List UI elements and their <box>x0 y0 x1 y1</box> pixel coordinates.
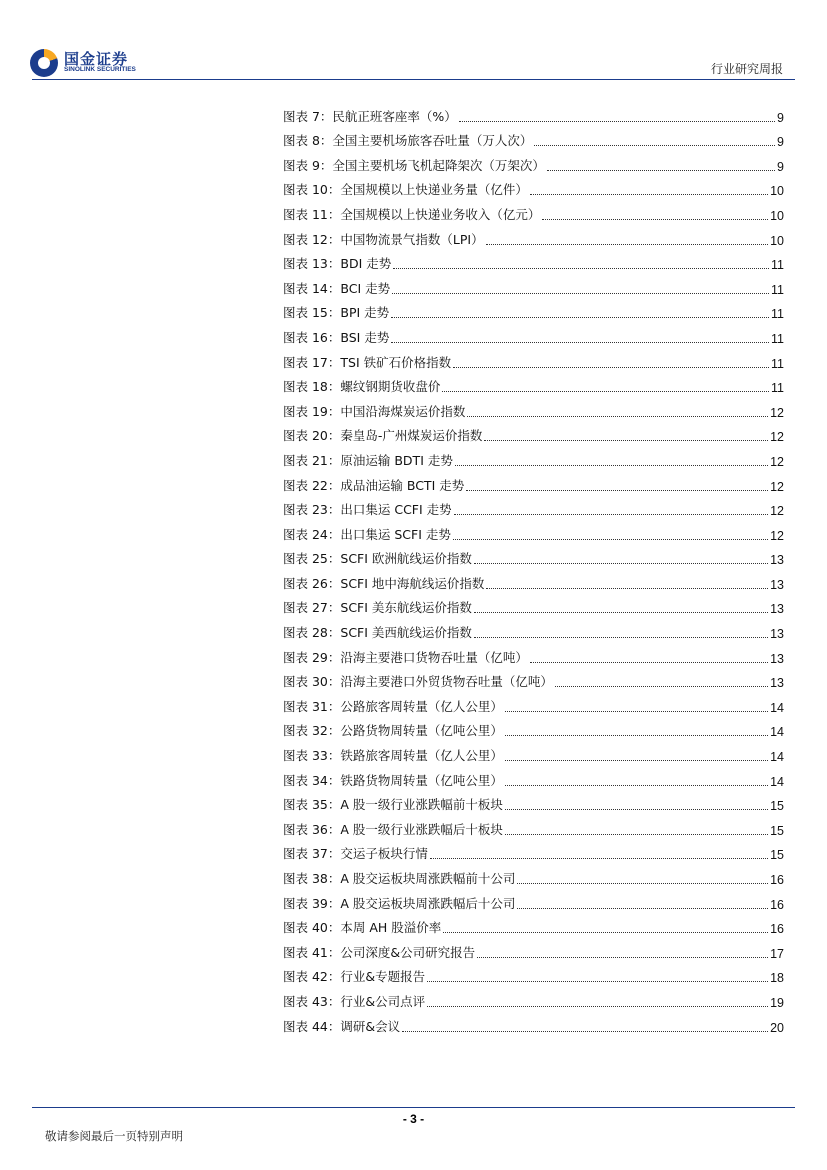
toc-dot-leader <box>505 759 768 761</box>
toc-entry-label: 图表 37：交运子板块行情 <box>283 846 428 862</box>
toc-entry[interactable] <box>283 444 784 469</box>
toc-dot-leader <box>454 513 768 515</box>
toc-dot-leader <box>517 882 768 884</box>
toc-entry[interactable] <box>283 739 784 764</box>
toc-dot-leader <box>505 734 768 736</box>
toc-entry-label: 图表 24：出口集运 SCFI 走势 <box>283 526 451 542</box>
toc-entry-page: 14 <box>770 700 784 715</box>
toc-entry-label: 图表 31：公路旅客周转量（亿人公里） <box>283 698 503 714</box>
toc-dot-leader <box>453 538 768 540</box>
page-header <box>0 0 827 84</box>
toc-entry-label: 图表 17：TSI 铁矿石价格指数 <box>283 354 452 370</box>
header-divider <box>32 79 795 80</box>
toc-entry[interactable] <box>283 616 784 641</box>
toc-dot-leader <box>505 784 768 786</box>
toc-entry-page: 10 <box>770 233 784 248</box>
toc-entry-page: 13 <box>770 676 784 691</box>
toc-entry[interactable] <box>283 912 784 937</box>
toc-entry-label: 图表 32：公路货物周转量（亿吨公里） <box>283 723 503 739</box>
toc-entry-label: 图表 38：A 股交运板块周涨跌幅前十公司 <box>283 871 516 886</box>
toc-entry-label: 图表 34：铁路货物周转量（亿吨公里） <box>283 772 503 788</box>
toc-entry-page: 15 <box>770 799 784 814</box>
toc-entry-label: 图表 27：SCFI 美东航线运价指数 <box>283 600 472 616</box>
toc-entry[interactable] <box>283 567 784 592</box>
toc-entry-label: 图表 9：全国主要机场飞机起降架次（万架次） <box>283 157 545 173</box>
toc-entry-page: 9 <box>777 135 784 150</box>
toc-entry-label: 图表 29：沿海主要港口货物吞吐量（亿吨） <box>283 649 528 665</box>
toc-entry-page: 11 <box>771 307 784 322</box>
toc-entry-label: 图表 16：BSI 走势 <box>283 329 390 345</box>
toc-entry[interactable] <box>283 838 784 863</box>
toc-entry[interactable] <box>283 518 784 543</box>
toc-entry[interactable] <box>283 395 784 420</box>
toc-entry[interactable] <box>283 715 784 740</box>
toc-entry[interactable] <box>283 666 784 691</box>
toc-entry-label: 图表 26：SCFI 地中海航线运价指数 <box>283 575 485 591</box>
company-logo <box>30 47 160 79</box>
toc-dot-leader <box>474 611 768 613</box>
toc-dot-leader <box>391 341 769 343</box>
toc-entry-page: 13 <box>770 577 784 592</box>
toc-entry[interactable] <box>283 420 784 445</box>
toc-entry-page: 14 <box>770 774 784 789</box>
toc-dot-leader <box>530 661 768 663</box>
toc-entry-page: 11 <box>771 282 784 297</box>
toc-entry-page: 11 <box>771 381 784 396</box>
toc-entry-label: 图表 21：原油运输 BDTI 走势 <box>283 452 453 468</box>
toc-entry[interactable] <box>283 198 784 223</box>
toc-entry[interactable] <box>283 690 784 715</box>
toc-dot-leader <box>555 685 768 687</box>
toc-entry[interactable] <box>283 1010 784 1035</box>
toc-dot-leader <box>453 366 769 368</box>
toc-entry[interactable] <box>283 248 784 273</box>
toc-entry-page: 10 <box>770 184 784 199</box>
toc-entry-label: 图表 44：调研&会议 <box>283 1018 401 1034</box>
toc-dot-leader <box>391 316 769 318</box>
toc-entry-label: 图表 28：SCFI 美西航线运价指数 <box>283 625 472 641</box>
toc-entry-label: 图表 7：民航正班客座率（%） <box>283 108 457 124</box>
toc-entry-page: 16 <box>770 897 784 912</box>
toc-entry-label: 图表 15：BPI 走势 <box>283 305 390 321</box>
logo-mark-icon <box>30 49 58 77</box>
toc-entry-page: 12 <box>770 430 784 445</box>
toc-dot-leader <box>443 931 768 933</box>
toc-entry-page: 12 <box>770 454 784 469</box>
toc-entry[interactable] <box>283 813 784 838</box>
toc-dot-leader <box>402 1030 768 1032</box>
toc-entry-label: 图表 41：公司深度&公司研究报告 <box>283 944 476 960</box>
toc-entry-label: 图表 30：沿海主要港口外贸货物吞吐量（亿吨） <box>283 674 553 690</box>
toc-entry[interactable] <box>283 321 784 346</box>
toc-dot-leader <box>392 292 769 294</box>
toc-entry-page: 13 <box>770 553 784 568</box>
toc-dot-leader <box>427 980 768 982</box>
toc-entry-label: 图表 19：中国沿海煤炭运价指数 <box>283 403 466 419</box>
toc-entry[interactable] <box>283 149 784 174</box>
toc-entry-label: 图表 22：成品油运输 BCTI 走势 <box>283 477 465 493</box>
toc-entry[interactable] <box>283 297 784 322</box>
toc-entry[interactable] <box>283 764 784 789</box>
toc-dot-leader <box>474 636 768 638</box>
toc-entry[interactable] <box>283 887 784 912</box>
toc-entry-page: 12 <box>770 528 784 543</box>
logo-name-en: SINOLINK SECURITIES <box>64 66 136 73</box>
toc-entry[interactable] <box>283 469 784 494</box>
toc-entry-page: 16 <box>770 922 784 937</box>
toc-dot-leader <box>505 833 768 835</box>
toc-entry[interactable] <box>283 125 784 150</box>
toc-entry-page: 12 <box>770 479 784 494</box>
toc-dot-leader <box>466 489 768 491</box>
toc-entry-label: 图表 43：行业&公司点评 <box>283 993 426 1009</box>
toc-entry-label: 图表 33：铁路旅客周转量（亿人公里） <box>283 748 503 764</box>
toc-entry-page: 10 <box>770 208 784 223</box>
toc-entry[interactable] <box>283 100 784 125</box>
toc-entry[interactable] <box>283 592 784 617</box>
toc-entry-page: 11 <box>771 356 784 371</box>
toc-dot-leader <box>517 907 768 909</box>
toc-entry-label: 图表 35：A 股一级行业涨跌幅前十板块 <box>283 797 503 813</box>
toc-entry-page: 12 <box>770 504 784 519</box>
toc-entry-page: 15 <box>770 848 784 863</box>
toc-entry-label: 图表 23：出口集运 CCFI 走势 <box>283 502 452 518</box>
toc-entry-page: 12 <box>770 405 784 420</box>
toc-dot-leader <box>486 243 769 245</box>
toc-entry-label: 图表 25：SCFI 欧洲航线运价指数 <box>283 551 472 567</box>
toc-entry[interactable] <box>283 371 784 396</box>
toc-dot-leader <box>484 439 768 441</box>
toc-entry[interactable] <box>283 174 784 199</box>
toc-entry[interactable] <box>283 543 784 568</box>
toc-entry-page: 11 <box>771 258 784 273</box>
toc-dot-leader <box>505 808 768 810</box>
toc-entry[interactable] <box>283 346 784 371</box>
toc-dot-leader <box>505 710 768 712</box>
toc-entry-label: 图表 42：行业&专题报告 <box>283 969 426 985</box>
toc-entry-label: 图表 8：全国主要机场旅客吞吐量（万人次） <box>283 133 533 149</box>
toc-dot-leader <box>393 267 769 269</box>
footer-divider <box>32 1107 795 1108</box>
report-type-label: 行业研究周报 <box>710 62 783 76</box>
toc-entry[interactable] <box>283 272 784 297</box>
toc-dot-leader <box>534 144 775 146</box>
toc-dot-leader <box>459 120 775 122</box>
toc-dot-leader <box>455 464 768 466</box>
toc-entry[interactable] <box>283 936 784 961</box>
toc-entry-page: 20 <box>770 1020 784 1035</box>
toc-entry-page: 11 <box>771 331 784 346</box>
toc-dot-leader <box>467 415 768 417</box>
toc-entry-page: 13 <box>770 651 784 666</box>
toc-entry-page: 9 <box>777 110 784 125</box>
toc-dot-leader <box>486 587 768 589</box>
toc-entry-page: 17 <box>770 946 784 961</box>
toc-dot-leader <box>474 562 768 564</box>
toc-entry[interactable] <box>283 223 784 248</box>
toc-entry-page: 15 <box>770 823 784 838</box>
toc-entry-page: 13 <box>770 602 784 617</box>
toc-entry-label: 图表 13：BDI 走势 <box>283 256 392 272</box>
toc-dot-leader <box>530 193 768 195</box>
toc-entry[interactable] <box>283 494 784 519</box>
toc-dot-leader <box>427 1005 768 1007</box>
toc-entry[interactable] <box>283 961 784 986</box>
toc-entry-label: 图表 20：秦皇岛-广州煤炭运价指数 <box>283 428 483 444</box>
toc-entry-label: 图表 39：A 股交运板块周涨跌幅后十公司 <box>283 895 516 911</box>
toc-entry-page: 9 <box>777 159 784 174</box>
toc-entry-label: 图表 12：中国物流景气指数（LPI） <box>283 231 484 247</box>
toc-dot-leader <box>542 218 768 220</box>
toc-entry[interactable] <box>283 641 784 666</box>
toc-entry-page: 18 <box>770 971 784 986</box>
toc-entry-label: 图表 10：全国规模以上快递业务量（亿件） <box>283 182 528 198</box>
toc-dot-leader <box>477 956 768 958</box>
toc-entry[interactable] <box>283 985 784 1010</box>
toc-dot-leader <box>442 390 769 392</box>
toc-dot-leader <box>547 169 775 171</box>
toc-entry-label: 图表 40：本周 AH 股溢价率 <box>283 920 442 936</box>
disclaimer-text: 敬请参阅最后一页特别声明 <box>45 1129 183 1143</box>
toc-entry-label: 图表 18：螺纹钢期货收盘价 <box>283 379 441 395</box>
toc-entry-label: 图表 11：全国规模以上快递业务收入（亿元） <box>283 206 541 222</box>
toc-entry-page: 14 <box>770 750 784 765</box>
toc-entry[interactable] <box>283 789 784 814</box>
toc-dot-leader <box>430 857 768 859</box>
logo-name-cn: 国金证券 <box>64 50 129 68</box>
toc-entry-label: 图表 36：A 股一级行业涨跌幅后十板块 <box>283 821 503 837</box>
page-number: - 3 - <box>402 1112 425 1126</box>
toc-entry-page: 16 <box>770 873 784 887</box>
figure-list <box>283 100 784 1035</box>
toc-entry-label: 图表 14：BCI 走势 <box>283 280 391 296</box>
toc-entry-page: 14 <box>770 725 784 740</box>
toc-entry[interactable] <box>283 862 784 887</box>
toc-entry-page: 19 <box>770 995 784 1010</box>
toc-entry-page: 13 <box>770 627 784 642</box>
